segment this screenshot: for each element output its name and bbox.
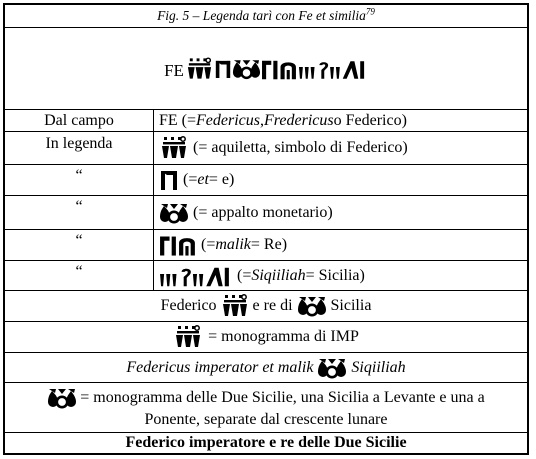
cell-meaning <box>154 110 527 131</box>
cell-meaning <box>154 132 527 164</box>
text-part: Fredericus <box>264 111 334 129</box>
cell-meaning <box>154 261 527 290</box>
row-malik <box>5 230 527 261</box>
eagle-glyph <box>185 57 214 81</box>
cell-label: Dal campo <box>5 110 154 131</box>
text-part: = Re) <box>250 236 288 253</box>
n-glyph <box>159 168 179 192</box>
row-in-legenda <box>5 132 527 165</box>
text-part: (= <box>183 171 198 188</box>
text-part: o Federico) <box>333 111 407 129</box>
cell-label: In legenda <box>5 132 154 164</box>
row-dal-campo <box>5 110 527 132</box>
text-part: Sicilia <box>330 297 372 314</box>
row-monogram <box>5 383 527 433</box>
malik-glyph <box>159 233 197 257</box>
inscription-prefix: FE <box>164 60 184 80</box>
text-part: , <box>260 111 265 129</box>
row-federico-re <box>5 291 527 322</box>
eagle-glyph <box>173 325 203 349</box>
footer-row <box>5 433 527 453</box>
text-part: = Sicilia) <box>305 266 365 284</box>
footer-text: Federico imperatore e re delle Due Sicilie <box>125 434 407 451</box>
cell-meaning <box>154 196 527 229</box>
text-part: = e) <box>208 171 235 188</box>
text-part: (= <box>201 236 216 253</box>
text-part: malik <box>215 236 251 253</box>
appalto-glyph <box>232 57 261 81</box>
text-part: e re di <box>252 297 293 314</box>
monogram-line-2: Ponente, separate dal crescente lunare <box>144 411 388 429</box>
siqiiliah-glyph <box>298 57 368 81</box>
eagle-glyph <box>159 136 189 160</box>
row-appalto <box>5 196 527 230</box>
text-part: (= appalto monetario) <box>193 203 333 221</box>
siqiiliah-glyph <box>159 264 233 288</box>
text-part: Federico <box>160 297 217 314</box>
text-part: = monogramma delle Due Sicilie, una Sicilia a Levante e una a <box>80 389 485 406</box>
legend-table <box>3 3 529 455</box>
appalto-glyph <box>47 387 77 409</box>
cell-label: “ <box>5 165 154 195</box>
footnote-marker: 79 <box>365 6 375 17</box>
text-part: Siqiiliah <box>251 266 306 284</box>
text-part: Siqiiliah <box>351 358 406 376</box>
text-part: (= aquiletta, simbolo di Federico) <box>193 139 408 156</box>
appalto-glyph <box>159 201 189 225</box>
text-part: = monogramma di IMP <box>208 328 359 345</box>
text-part: et <box>197 171 209 188</box>
legend-inscription <box>5 28 527 110</box>
cell-label: “ <box>5 230 154 260</box>
text-part: FE (= <box>159 111 197 129</box>
text-part: Federicus imperator et malik <box>126 358 314 376</box>
appalto-glyph <box>297 294 327 318</box>
row-imp <box>5 322 527 353</box>
figure-caption <box>5 5 527 28</box>
text-part: Federicus <box>196 111 261 129</box>
n-glyph <box>214 57 232 81</box>
row-siqiiliah <box>5 261 527 291</box>
text-part: (= <box>237 266 252 284</box>
row-imperator <box>5 353 527 383</box>
cell-meaning <box>154 230 527 260</box>
malik-glyph <box>261 57 298 81</box>
appalto-glyph <box>317 356 347 380</box>
cell-meaning <box>154 165 527 195</box>
monogram-line-1 <box>5 387 527 409</box>
eagle-glyph <box>220 294 250 318</box>
row-et <box>5 165 527 196</box>
cell-label: “ <box>5 261 154 290</box>
caption-text: Fig. 5 – Legenda tarì con Fe et similia <box>157 8 366 23</box>
cell-label: “ <box>5 196 154 229</box>
